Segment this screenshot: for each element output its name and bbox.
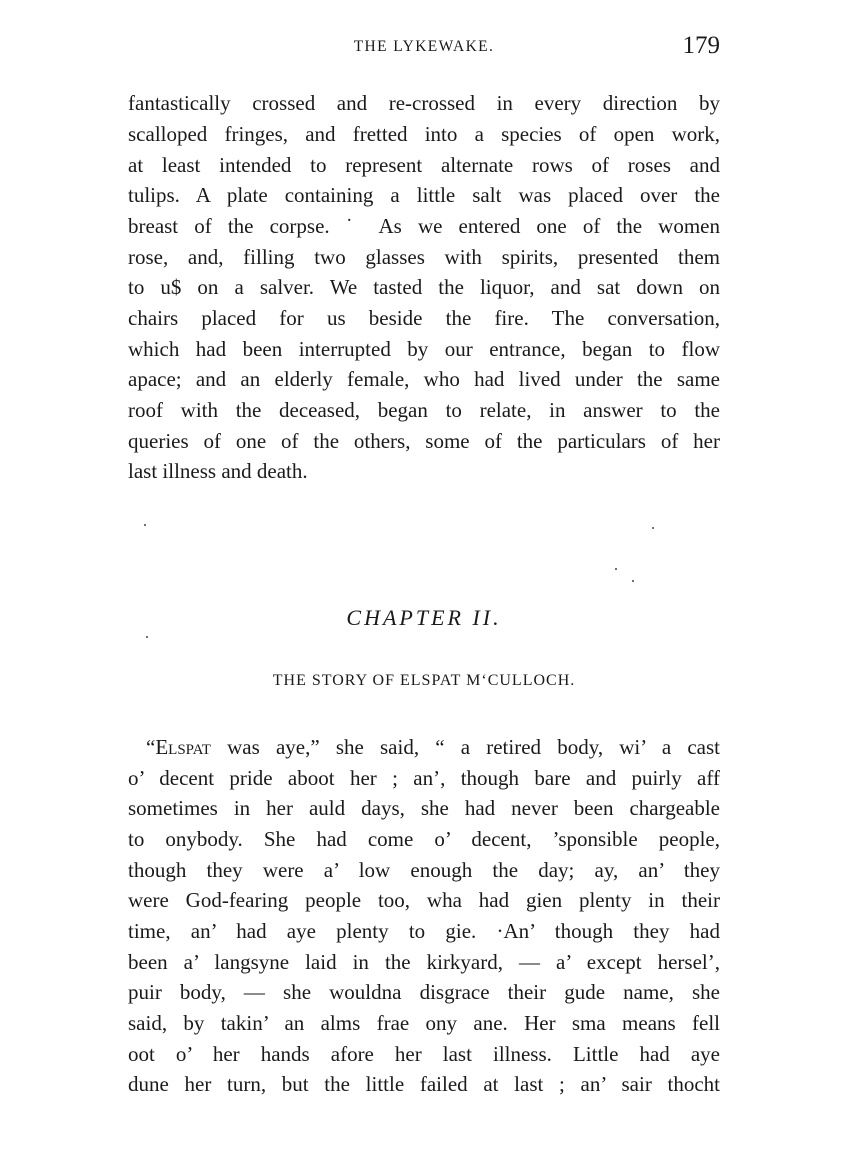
text-line: puir body, — she wouldna disgrace their gude name, she (128, 980, 720, 1004)
text-line: roof with the deceased, began to relate, in answer to the (128, 398, 720, 422)
text-line: though they were a’ low enough the day; ay, an’ they (128, 858, 720, 882)
chapter-title: CHAPTER II. (346, 605, 502, 630)
scan-speck (615, 568, 617, 570)
text-line: chairs placed for us beside the fire. The conversation, (128, 306, 720, 330)
scan-speck (632, 580, 634, 582)
text-line: to onybody. She had come o’ decent, ’sponsible people, (128, 827, 720, 851)
text-line: last illness and death. (128, 459, 308, 483)
text-line: sometimes in her auld days, she had never been chargeable (128, 796, 720, 820)
text-line: oot o’ her hands afore her last illness. Little had aye (128, 1042, 720, 1066)
text-line: breast of the corpse. ˙ As we entered one of the women (128, 214, 720, 238)
scan-speck (144, 524, 146, 526)
scan-speck (146, 636, 148, 638)
text-line: to u$ on a salver. We tasted the liquor, and sat down on (128, 275, 720, 299)
running-title: THE LYKEWAKE. (353, 38, 495, 55)
text-line: which had been interrupted by our entrance, began to flow (128, 337, 720, 361)
text-line: tulips. A plate containing a little salt was placed over the (128, 183, 720, 207)
text-line: said, by takin’ an alms frae ony ane. Her sma means fell (128, 1011, 720, 1035)
text-line: been a’ langsyne laid in the kirkyard, — a’ except hersel’, (128, 950, 720, 974)
text-line: o’ decent pride aboot her ; an’, though bare and puirly aff (128, 766, 720, 790)
text-line: scalloped fringes, and fretted into a species of open work, (128, 122, 720, 146)
text-line: “Elspat was aye,” she said, “ a retired body, wi’ a cast (146, 735, 720, 759)
text-line: time, an’ had aye plenty to gie. ·An’ though they had (128, 919, 720, 943)
chapter-subtitle: THE STORY OF ELSPAT M‘CULLOCH. (272, 672, 576, 689)
text-line: rose, and, filling two glasses with spirits, presented them (128, 245, 720, 269)
running-head (128, 32, 720, 62)
text-line: dune her turn, but the little failed at last ; an’ sair thocht (128, 1072, 720, 1096)
text-line: fantastically crossed and re-crossed in every direction by (128, 91, 720, 115)
scan-speck (652, 527, 654, 529)
text-line: apace; and an elderly female, who had lived under the same (128, 367, 720, 391)
text-line: at least intended to represent alternate rows of roses and (128, 153, 720, 177)
text-line: were God-fearing people too, wha had gien plenty in their (128, 888, 720, 912)
text-line: queries of one of the others, some of the particulars of her (128, 429, 720, 453)
page-number: 179 (682, 32, 720, 59)
